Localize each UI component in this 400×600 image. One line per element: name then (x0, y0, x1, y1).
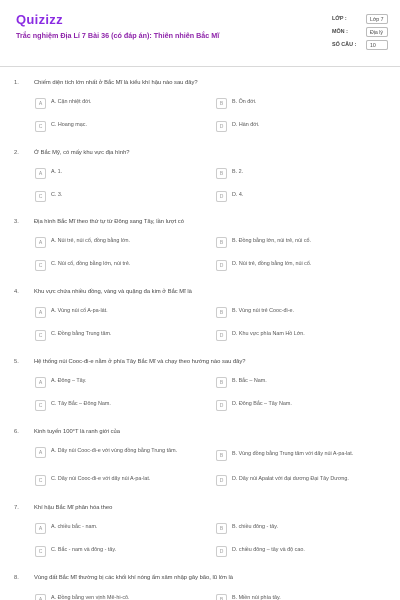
option-text: C. Tây Bắc – Đông Nam. (51, 401, 111, 407)
option-letter-box: D (216, 400, 227, 411)
option-letter-box: D (216, 260, 227, 271)
option-letter-box: A (35, 307, 46, 318)
header-divider (0, 66, 400, 67)
question-text: Khí hậu Bắc Mĩ phân hóa theo (34, 505, 113, 511)
option-letter-box: A (35, 447, 46, 458)
option-b[interactable] (216, 306, 386, 320)
question-number: 8. (14, 575, 19, 581)
option-text: C. Đồng bằng Trung tâm. (51, 331, 112, 337)
option-a[interactable] (35, 446, 205, 460)
question-number: 6. (14, 429, 19, 435)
option-letter-box: B (216, 450, 227, 461)
meta-value: 10 (366, 40, 388, 50)
page-header (0, 0, 400, 66)
question-number: 7. (14, 505, 19, 511)
question-text: Ở Bắc Mỹ, có mấy khu vực địa hình? (34, 150, 130, 156)
option-b[interactable] (216, 97, 386, 111)
option-a[interactable] (35, 97, 205, 111)
option-a[interactable] (35, 236, 205, 250)
question-number: 1. (14, 80, 19, 86)
option-letter-box: D (216, 546, 227, 557)
option-text: B. Vùng đồng bằng Trung tâm với dãy núi A-pa-lat. (232, 451, 354, 457)
quiz-meta (332, 14, 392, 53)
option-d[interactable] (216, 120, 386, 134)
meta-label: MÔN : (332, 29, 348, 35)
option-a[interactable] (35, 593, 205, 600)
option-text: A. Đông – Tây. (51, 378, 87, 384)
quizizz-logo: Quizizz (16, 12, 63, 27)
option-text: D. Hàn đới. (232, 122, 260, 128)
option-text: C. Núi cổ, đồng bằng lớn, núi trẻ. (51, 261, 131, 267)
question-text: Vùng đất Bắc Mĩ thường bị các khối khí nóng ẩm xâm nhập gây bão, lũ lớn là (34, 575, 234, 581)
option-text: D. 4. (232, 192, 244, 198)
meta-row-subject (332, 27, 392, 40)
option-a[interactable] (35, 376, 205, 390)
question-number: 2. (14, 150, 19, 156)
option-letter-box: A (35, 523, 46, 534)
meta-label: LỚP : (332, 16, 347, 22)
option-text: C. Bắc - nam và đông - tây. (51, 547, 117, 553)
option-text: A. chiều bắc - nam. (51, 524, 98, 530)
option-letter-box: C (35, 330, 46, 341)
option-letter-box: D (216, 330, 227, 341)
option-text: B. Đồng bằng lớn, núi trẻ, núi cổ. (232, 238, 312, 244)
option-c[interactable] (35, 190, 205, 204)
option-letter-box: B (216, 237, 227, 248)
option-b[interactable] (216, 376, 386, 390)
option-b[interactable] (216, 167, 386, 181)
question-text: Khu vực chứa nhiều đồng, vàng và quặng đa kim ở Bắc Mĩ là (34, 289, 192, 295)
option-d[interactable] (216, 545, 386, 559)
option-c[interactable] (35, 259, 205, 273)
option-text: C. Hoang mạc. (51, 122, 87, 128)
option-text: B. Miền núi phía tây. (232, 595, 281, 600)
option-letter-box: A (35, 237, 46, 248)
option-text: C. 3. (51, 192, 63, 198)
question-text: Địa hình Bắc Mĩ theo thứ tự từ Đông sang Tây, lần lượt có (34, 219, 184, 225)
question-text: Chiếm diện tích lớn nhất ở Bắc Mĩ là kiểu khí hậu nào sau đây? (34, 80, 198, 86)
option-d[interactable] (216, 190, 386, 204)
option-letter-box: A (35, 377, 46, 388)
option-letter-box: C (35, 260, 46, 271)
option-d[interactable] (216, 259, 386, 273)
meta-value: Địa lý (366, 27, 388, 37)
option-letter-box: B (216, 523, 227, 534)
option-letter-box: A (35, 594, 46, 600)
option-text: D. Núi trẻ, đồng bằng lớn, núi cổ. (232, 261, 312, 267)
question-text: Kinh tuyến 100°T là ranh giới của (34, 429, 120, 435)
option-letter-box: B (216, 377, 227, 388)
option-c[interactable] (35, 399, 205, 413)
meta-row-count (332, 40, 392, 53)
option-letter-box: B (216, 168, 227, 179)
option-text: A. 1. (51, 169, 63, 175)
option-text: D. chiều đông – tây và độ cao. (232, 547, 305, 553)
option-c[interactable] (35, 474, 205, 488)
option-text: A. Vùng núi cổ A-pa-lát. (51, 308, 108, 314)
option-letter-box: D (216, 475, 227, 486)
option-d[interactable] (216, 474, 386, 488)
option-letter-box: C (35, 475, 46, 486)
quiz-title: Trắc nghiệm Địa Lí 7 Bài 36 (có đáp án): Thiên nhiên Bắc Mĩ (16, 31, 220, 40)
option-c[interactable] (35, 120, 205, 134)
option-letter-box: D (216, 121, 227, 132)
option-text: A. Dãy núi Cooc-đi-e với vùng đồng bằng Trung tâm. (51, 448, 178, 454)
option-text: B. chiều đông - tây. (232, 524, 279, 530)
option-text: B. Vùng núi trẻ Cooc-đi-e. (232, 308, 295, 314)
option-a[interactable] (35, 522, 205, 536)
option-text: A. Đồng bằng ven vịnh Mê-hi-cô. (51, 595, 130, 600)
option-text: A. Cận nhiệt đới. (51, 99, 92, 105)
option-letter-box: A (35, 168, 46, 179)
option-d[interactable] (216, 399, 386, 413)
meta-label: SỐ CÂU : (332, 42, 357, 48)
option-letter-box: C (35, 400, 46, 411)
option-text: D. Khu vực phía Nam Hồ Lớn. (232, 331, 305, 337)
option-text: B. Bắc – Nam. (232, 378, 267, 384)
option-letter-box: D (216, 191, 227, 202)
meta-row-class (332, 14, 392, 27)
option-text: C. Dãy núi Cooc-đi-e với dãy núi A-pa-lat. (51, 476, 151, 482)
option-text: B. Ôn đới. (232, 99, 257, 105)
option-a[interactable] (35, 167, 205, 181)
option-text: B. 2. (232, 169, 244, 175)
option-b[interactable] (216, 593, 386, 600)
option-d[interactable] (216, 329, 386, 343)
option-c[interactable] (35, 545, 205, 559)
option-letter-box: B (216, 98, 227, 109)
option-b[interactable] (216, 449, 386, 463)
option-letter-box: C (35, 121, 46, 132)
question-number: 3. (14, 219, 19, 225)
option-b[interactable] (216, 236, 386, 250)
question-number: 4. (14, 289, 19, 295)
question-text: Hệ thống núi Cooc-đi-e nằm ở phía Tây Bắc Mĩ và chạy theo hướng nào sau đây? (34, 359, 246, 365)
meta-value: Lớp 7 (366, 14, 388, 24)
option-text: A. Núi trẻ, núi cổ, đồng bằng lớn. (51, 238, 131, 244)
option-b[interactable] (216, 522, 386, 536)
option-letter-box: C (35, 546, 46, 557)
question-number: 5. (14, 359, 19, 365)
option-letter-box: B (216, 307, 227, 318)
option-text: D. Dãy núi Apalat với đại dương Đại Tây Dương. (232, 476, 349, 482)
option-a[interactable] (35, 306, 205, 320)
option-letter-box: C (35, 191, 46, 202)
option-letter-box: B (216, 594, 227, 600)
option-text: D. Đông Bắc – Tây Nam. (232, 401, 292, 407)
option-letter-box: A (35, 98, 46, 109)
option-c[interactable] (35, 329, 205, 343)
